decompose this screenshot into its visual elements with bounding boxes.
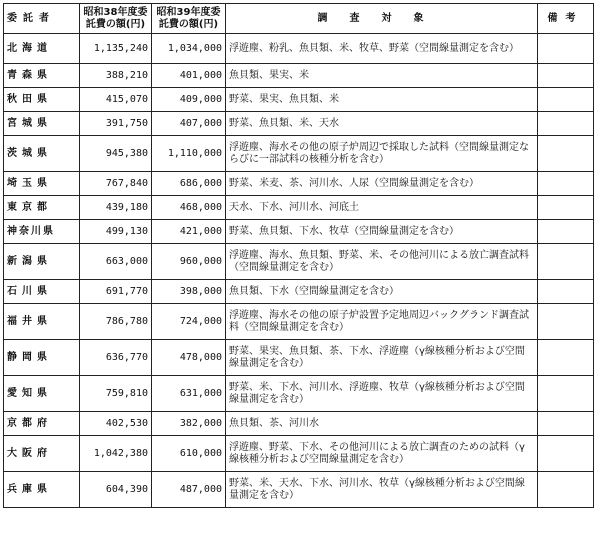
prefecture-cell: 新潟県 — [4, 244, 80, 280]
amount-s38-cell: 1,135,240 — [80, 34, 152, 64]
header-row — [4, 4, 594, 34]
amount-s39-cell: 468,000 — [152, 196, 226, 220]
note-cell — [538, 376, 594, 412]
amount-s38-cell: 691,770 — [80, 280, 152, 304]
amount-s39-cell: 398,000 — [152, 280, 226, 304]
items-cell: 浮遊塵、粉乳、魚貝類、米、牧草、野菜（空間線量測定を含む） — [226, 34, 538, 64]
header-amount-s39: 昭和39年度委託費の額(円) — [152, 4, 226, 34]
amount-s38-cell: 1,042,380 — [80, 436, 152, 472]
table-row — [4, 88, 594, 112]
prefecture-cell: 兵庫県 — [4, 472, 80, 508]
amount-s39-cell: 401,000 — [152, 64, 226, 88]
amount-s38-cell: 499,130 — [80, 220, 152, 244]
prefecture-cell: 埼玉県 — [4, 172, 80, 196]
table-row — [4, 244, 594, 280]
table-row — [4, 172, 594, 196]
items-cell: 野菜、魚貝類、米、天水 — [226, 112, 538, 136]
amount-s39-cell: 409,000 — [152, 88, 226, 112]
amount-s39-cell: 1,034,000 — [152, 34, 226, 64]
items-cell: 野菜、米麦、茶、河川水、人尿（空間線量測定を含む） — [226, 172, 538, 196]
prefecture-cell: 静岡県 — [4, 340, 80, 376]
amount-s39-cell: 1,110,000 — [152, 136, 226, 172]
amount-s38-cell: 945,380 — [80, 136, 152, 172]
table-row — [4, 136, 594, 172]
prefecture-cell: 福井県 — [4, 304, 80, 340]
prefecture-cell: 大阪府 — [4, 436, 80, 472]
items-cell: 野菜、米、下水、河川水、浮遊塵、牧草（γ線核種分析および空間線量測定を含む） — [226, 376, 538, 412]
prefecture-cell: 愛知県 — [4, 376, 80, 412]
amount-s39-cell: 610,000 — [152, 436, 226, 472]
note-cell — [538, 112, 594, 136]
table-row — [4, 304, 594, 340]
items-cell: 野菜、米、天水、下水、河川水、牧草（γ線核種分析および空間線量測定を含む） — [226, 472, 538, 508]
table-row — [4, 376, 594, 412]
amount-s38-cell: 767,840 — [80, 172, 152, 196]
amount-s39-cell: 478,000 — [152, 340, 226, 376]
amount-s39-cell: 407,000 — [152, 112, 226, 136]
table-row — [4, 112, 594, 136]
amount-s38-cell: 759,810 — [80, 376, 152, 412]
amount-s38-cell: 388,210 — [80, 64, 152, 88]
table-row — [4, 64, 594, 88]
prefecture-cell: 石川県 — [4, 280, 80, 304]
table-row — [4, 280, 594, 304]
amount-s38-cell: 402,530 — [80, 412, 152, 436]
amount-s38-cell: 604,390 — [80, 472, 152, 508]
items-cell: 野菜、魚貝類、下水、牧草（空間線量測定を含む） — [226, 220, 538, 244]
note-cell — [538, 304, 594, 340]
items-cell: 野菜、果実、魚貝類、米 — [226, 88, 538, 112]
amount-s38-cell: 663,000 — [80, 244, 152, 280]
note-cell — [538, 472, 594, 508]
items-cell: 浮遊塵、海水その他の原子炉設置予定地周辺バックグランド調査試料（空間線量測定を含む） — [226, 304, 538, 340]
items-cell: 魚貝類、下水（空間線量測定を含む） — [226, 280, 538, 304]
note-cell — [538, 412, 594, 436]
header-prefecture: 委託者 — [4, 4, 80, 34]
table-row — [4, 196, 594, 220]
items-cell: 野菜、果実、魚貝類、茶、下水、浮遊塵（γ線核種分析および空間線量測定を含む） — [226, 340, 538, 376]
amount-s39-cell: 631,000 — [152, 376, 226, 412]
note-cell — [538, 280, 594, 304]
amount-s38-cell: 786,780 — [80, 304, 152, 340]
table-row — [4, 340, 594, 376]
items-cell: 魚貝類、茶、河川水 — [226, 412, 538, 436]
note-cell — [538, 340, 594, 376]
amount-s38-cell: 439,180 — [80, 196, 152, 220]
amount-s39-cell: 382,000 — [152, 412, 226, 436]
items-cell: 浮遊塵、海水、魚貝類、野菜、米、その他河川による放亡調査試料（空間線量測定を含む） — [226, 244, 538, 280]
amount-s38-cell: 636,770 — [80, 340, 152, 376]
prefecture-cell: 北海道 — [4, 34, 80, 64]
note-cell — [538, 220, 594, 244]
note-cell — [538, 136, 594, 172]
table-row — [4, 472, 594, 508]
items-cell: 天水、下水、河川水、河底土 — [226, 196, 538, 220]
items-cell: 浮遊塵、野菜、下水、その他河川による放亡調査のための試料（γ線核種分析および空間線量測定を含む） — [226, 436, 538, 472]
note-cell — [538, 436, 594, 472]
header-items: 調査対象 — [226, 4, 538, 34]
note-cell — [538, 34, 594, 64]
note-cell — [538, 64, 594, 88]
prefecture-cell: 秋田県 — [4, 88, 80, 112]
prefecture-cell: 神奈川県 — [4, 220, 80, 244]
note-cell — [538, 196, 594, 220]
entrustment-table — [3, 3, 594, 508]
note-cell — [538, 88, 594, 112]
prefecture-cell: 青森県 — [4, 64, 80, 88]
items-cell: 魚貝類、果実、米 — [226, 64, 538, 88]
items-cell: 浮遊塵、海水その他の原子炉周辺で採取した試料（空間線量測定ならびに一部試料の核種分析を含む） — [226, 136, 538, 172]
note-cell — [538, 172, 594, 196]
table-row — [4, 436, 594, 472]
amount-s39-cell: 487,000 — [152, 472, 226, 508]
table-row — [4, 220, 594, 244]
header-note: 備考 — [538, 4, 594, 34]
header-amount-s38: 昭和38年度委託費の額(円) — [80, 4, 152, 34]
prefecture-cell: 京都府 — [4, 412, 80, 436]
table-row — [4, 412, 594, 436]
prefecture-cell: 宮城県 — [4, 112, 80, 136]
note-cell — [538, 244, 594, 280]
amount-s39-cell: 421,000 — [152, 220, 226, 244]
amount-s39-cell: 960,000 — [152, 244, 226, 280]
amount-s38-cell: 391,750 — [80, 112, 152, 136]
table-row — [4, 34, 594, 64]
prefecture-cell: 東京都 — [4, 196, 80, 220]
amount-s39-cell: 724,000 — [152, 304, 226, 340]
prefecture-cell: 茨城県 — [4, 136, 80, 172]
amount-s38-cell: 415,070 — [80, 88, 152, 112]
amount-s39-cell: 686,000 — [152, 172, 226, 196]
